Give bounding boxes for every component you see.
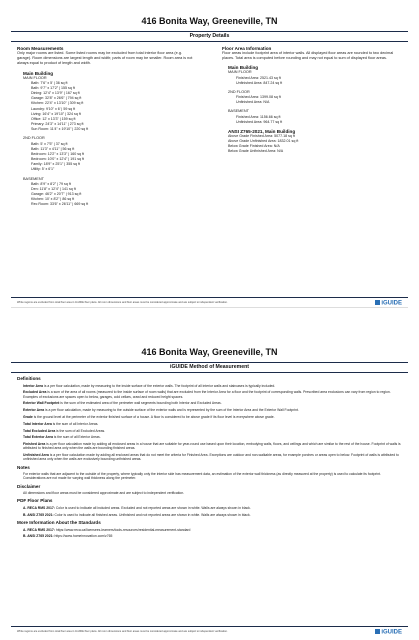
page-footer [11,626,408,636]
list-item: Utility: 5' x 6'1" [31,167,55,172]
second-floor-label: 2ND FLOOR [23,136,45,141]
definition-item: Grade is the ground level at the perimeter of the exterior finished surface of a house. A floor is considered to be above grade if its floor level is everywhere above grade. [23,414,275,419]
list-item: Family: 18'9" x 25'1" | 355 sq ft [31,162,81,167]
list-item: Above Grade Unfinished Area: 1832.01 sq ft [228,139,299,144]
pdf-floor-plans-heading: PDF Floor Plans [17,498,53,504]
property-details-page [11,11,408,308]
list-item: Garage: 46'2" x 20'7" | 913 sq ft [31,192,82,197]
list-item: Dining: 12'4" x 13'9" | 167 sq ft [31,91,80,96]
room-measurements-text: Only major rooms are listed. Some listed rooms may be excluded from total interior floor area (e.g. garage). Room dimensions are largest length and width; parts of room may be smaller. Room area is not always equal to product of length and width. [17,51,193,66]
fa-main-building-heading: Main Building [228,65,259,71]
definitions-heading: Definitions [17,376,41,381]
list-item: Sun Room: 11'4" x 19'10" | 220 sq ft [31,127,89,132]
second-floor-room-list [17,142,197,173]
footer-disclaimer: White regions are excluded from total floor area in iGUIDE floor plans. All room dimensions and floor areas must be considered approximate and are subject to independent verification. [17,301,228,304]
list-item: Finished Area: 1399.08 sq ft [236,95,281,100]
definition-item: Total Excluded Area is the sum of all Excluded Areas. [23,428,106,433]
list-item: Garage: 32'8" x 26'6" | 794 sq ft [31,96,82,101]
fa-main-floor-label: MAIN FLOOR [228,70,252,75]
iguide-logo-icon [375,629,380,634]
more-info-heading: More Information About the Standards [17,519,101,525]
definition-item: Interior Area is a per floor calculation, made by measuring to the inside surface of the exterior walls. The footprint of all interior walls and staircases is typically included. [23,383,276,388]
list-item: Bath: 9'7" x 17'2" | 155 sq ft [31,85,75,90]
iguide-logo-icon [375,300,380,305]
list-item: Unfinished Area: N/A [236,100,270,105]
notes-text: For exterior walls that are adjacent to the outside of the property, where typically only the interior side has measurement data, an estimation of the exterior wall thickness (as directly measured at the property) is used to calculate its footprint. Considerations are not made for varying wall thickness along the perimeter. [23,472,382,481]
definition-item: Total Interior Area is the sum of all Interior Areas. [23,421,99,426]
basement-label: BASEMENT [23,176,44,181]
page-subtitle: Property Details [11,31,408,42]
definition-item: Finished Area is a per floor calculation made by adding all enclosed areas in a house that are suitable for year-round use based upon their location, embodying walls, floors, and ceilings and which are similar to the rest of the house. Footprint of walls is attributed to finished area only when the walls are bounding finished areas. [23,442,401,451]
fa-main-floor-list [222,76,402,86]
main-floor-room-list [17,81,197,133]
standard-link-item[interactable]: B. ANSI Z765 2021: https://www.homeinnovation.com/z765 [23,534,113,539]
measurement-method-page [11,342,408,636]
iguide-logo: iGUIDE [375,300,402,307]
footer-disclaimer: White regions are excluded from total floor area in iGUIDE floor plans. All room dimensions and floor areas must be considered approximate and are subject to independent verification. [17,630,228,633]
list-item: Finished Area: 2521.43 sq ft [236,75,281,80]
list-item: Below Grade Finished Area: N/A [228,144,280,149]
room-measurements-column [17,46,197,208]
list-item: Primary: 24'3" x 14'11" | 273 sq ft [31,122,84,127]
list-item: Unfinished Area: 964.77 sq ft [236,119,283,124]
definition-item: Exterior Wall Footprint is the sum of the estimated area of the perimeter wall segments bounding both Interior and Excluded Areas. [23,401,222,406]
definition-item: Unfinished Area is a per floor calculation made by adding all enclosed areas that do not meet the criteria for Finished Area. Exceptions are outdoor and non-walkable areas, for example porches or areas open to below. Footprint of walls is attributed to unfinished area only when the walls are exclusively bounding unfinished areas. [23,453,399,462]
pdf-item: A. RECA RMS 2017: Color is used to indicate all included areas. Excluded and not reported areas are shown in white. Walls are always shown in black. [23,505,251,510]
fa-second-floor-list [222,95,402,105]
list-item: Bedroom: 12'2" x 13'3" | 160 sq ft [31,151,85,156]
list-item: Kitchen: 10' x 8'2" | 86 sq ft [31,197,75,202]
page-footer [11,297,408,307]
list-item: Bath: 8'9" x 8'2" | 79 sq ft [31,181,71,186]
list-item: Rec Room: 33'6" x 26'11" | 669 sq ft [31,202,89,207]
room-measurements-heading: Room Measurements [17,46,64,51]
fa-basement-list [222,115,402,125]
pdf-item: B. ANSI Z765 2021: Color is used to indicate all finished areas. Unfinished and not reported areas are shown in white. Walls are always shown in black. [23,512,251,517]
list-item: Den: 11'8" x 12'4" | 141 sq ft [31,186,76,191]
fa-basement-label: BASEMENT [228,109,249,114]
fa-second-floor-label: 2ND FLOOR [228,89,250,94]
iguide-logo: iGUIDE [375,629,402,636]
floor-area-column [222,46,402,208]
main-floor-label: MAIN FLOOR [23,75,47,80]
list-item: Unfinished Area: 847.24 sq ft [236,80,283,85]
floor-area-heading: Floor Area Information [222,46,272,51]
definition-item: Exterior Area is a per floor calculation, made by measuring to the outside surface of the exterior walls and is represented by the sum of the Interior Area and the Exterior Wall Footprint. [23,408,299,413]
disclaimer-text: All dimensions and floor areas must be considered approximate and are subject to independent verification. [23,491,185,496]
list-item: Office: 12' x 13'3" | 159 sq ft [31,116,76,121]
list-item: Finished Area: 1156.66 sq ft [236,114,281,119]
notes-heading: Notes [17,464,30,470]
list-item: Bath: 11'3" x 4'11" | 56 sq ft [31,146,75,151]
page-subtitle: iGUIDE Method of Measurement [11,362,408,373]
basement-room-list [17,182,197,208]
disclaimer-heading: Disclaimer [17,483,41,489]
main-building-heading: Main Building [23,70,54,76]
list-item: Bath: 5' x 7'5" | 37 sq ft [31,141,68,146]
list-item: Living: 16'4" x 19'10" | 324 sq ft [31,111,81,116]
list-item: Bath: 7'6" x 5' | 36 sq ft [31,80,68,85]
list-item: Kitchen: 22'4" x 13'10" | 309 sq ft [31,101,84,106]
page-title: 416 Bonita Way, Greeneville, TN [141,347,278,357]
list-item: Bedroom: 10'0" x 12'4" | 191 sq ft [31,157,85,162]
definition-item: Excluded Area is a sum of the area of all rooms (measured to the inside surface of room walls) that are excluded from the Interior Area for a floor and the footprint of corresponding walls. Prescribed area exclusions can vary from region to region. Examples of exclusions are spaces open to below, garages, cold cellars, crawl and reduced height spaces. [23,390,391,399]
list-item: Below Grade Unfinished Area: N/A [228,149,284,154]
standard-link-item[interactable]: A. RECA RMS 2017: https://www.reca.ca/licensees-learners/tools-resources/residential-measurement-standard [23,527,191,532]
floor-area-text: Floor areas include footprint area of interior walls. All displayed floor areas are rounded to two decimal places. Total area is computed before rounding and may not equal to sum of displayed floor areas. [222,51,394,61]
list-item: Above Grade Finished Area: 5077.18 sq ft [228,133,295,138]
list-item: Laundry: 9'10" x 6' | 59 sq ft [31,106,76,111]
page-title: 416 Bonita Way, Greeneville, TN [141,16,278,26]
ansi-heading: ANSI Z765-2021, Main Building [228,128,296,134]
definition-item: Total Exterior Area is the sum of all Exterior Areas. [23,435,101,440]
ansi-list [222,134,402,155]
